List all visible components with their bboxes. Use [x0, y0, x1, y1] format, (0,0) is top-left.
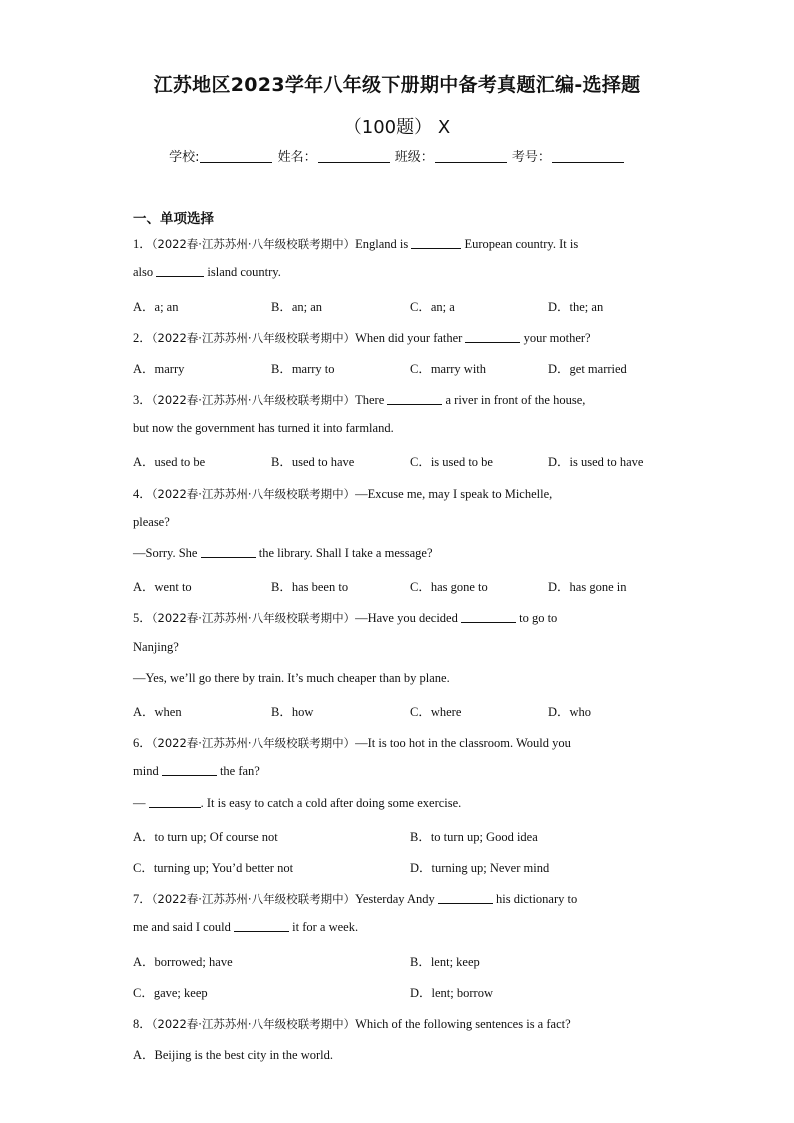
question-source: （2022春·江苏苏州·八年级校联考期中） [151, 736, 356, 750]
question-number: 5． [133, 611, 152, 625]
question-4-option-d[interactable]: D．has gone in [548, 580, 627, 594]
question-1-option-b[interactable]: B．an; an [271, 300, 323, 314]
question-number: 1． [133, 237, 152, 251]
question-1-line-1 [133, 234, 578, 252]
question-1-option-c[interactable]: C．an; a [410, 300, 455, 314]
answer-blank [156, 265, 204, 277]
question-3-option-a[interactable]: A．used to be [133, 455, 206, 469]
question-2-option-c[interactable]: C．marry with [410, 362, 487, 376]
question-7-option-d[interactable]: D．lent; borrow [410, 986, 493, 1000]
page-title: 江苏地区2023学年八年级下册期中备考真题汇编-选择题 [153, 74, 641, 96]
question-1-option-a[interactable]: A．a; an [133, 300, 179, 314]
question-8-option-a[interactable]: A．Beijing is the best city in the world. [133, 1048, 333, 1062]
question-text: also [133, 265, 157, 279]
student-info-row [0, 146, 794, 165]
question-5-option-a[interactable]: A．when [133, 705, 182, 719]
question-source: （2022春·江苏苏州·八年级校联考期中） [151, 892, 356, 906]
question-number: 2． [133, 331, 152, 345]
question-7-option-c[interactable]: C．gave; keep [133, 986, 208, 1000]
question-text: There [355, 393, 388, 407]
question-5-option-c[interactable]: C．where [410, 705, 462, 719]
question-text: a river in front of the house, [442, 393, 586, 407]
question-text: Yesterday Andy [355, 892, 438, 906]
name-label: 姓名： [277, 150, 317, 165]
question-6-line-1 [133, 733, 571, 751]
question-text: —It is too hot in the classroom. Would you [355, 736, 571, 750]
question-5-line-1 [133, 608, 557, 626]
number-field[interactable] [552, 150, 624, 163]
question-3-line-1 [133, 390, 585, 408]
question-number: 4． [133, 487, 152, 501]
question-source: （2022春·江苏苏州·八年级校联考期中） [151, 331, 356, 345]
question-text: me and said I could [133, 920, 235, 934]
question-number: 7． [133, 892, 152, 906]
question-7-option-b[interactable]: B．lent; keep [410, 955, 480, 969]
question-6-option-d[interactable]: D．turning up; Never mind [410, 861, 550, 875]
question-6-option-a[interactable]: A．to turn up; Of course not [133, 830, 278, 844]
section-title: 一、单项选择 [133, 211, 214, 227]
question-text: —Sorry. She [133, 546, 201, 560]
question-7-line-1 [133, 889, 577, 907]
question-2-option-a[interactable]: A．marry [133, 362, 185, 376]
question-number: 3． [133, 393, 152, 407]
question-6-option-b[interactable]: B．to turn up; Good idea [410, 830, 538, 844]
school-label: 学校: [169, 150, 200, 165]
question-2-line-1 [133, 328, 591, 346]
question-3-option-b[interactable]: B．used to have [271, 455, 355, 469]
question-text: your mother? [520, 331, 591, 345]
question-6-line-3 [133, 796, 461, 811]
question-text: European country. It is [461, 237, 579, 251]
class-label: 班级： [394, 150, 434, 165]
question-8-line-1 [133, 1014, 571, 1032]
question-text: it for a week. [289, 920, 359, 934]
question-5-option-d[interactable]: D．who [548, 705, 592, 719]
question-5-option-b[interactable]: B．how [271, 705, 314, 719]
question-text: to go to [515, 611, 558, 625]
question-4-line-2: please? [133, 515, 170, 529]
question-text: —Excuse me, may I speak to Michelle, [355, 487, 553, 501]
answer-blank [461, 611, 516, 623]
question-text: —Have you decided [355, 611, 461, 625]
question-4-option-b[interactable]: B．has been to [271, 580, 349, 594]
question-2-option-b[interactable]: B．marry to [271, 362, 335, 376]
answer-blank [465, 331, 520, 343]
question-text: the library. Shall I take a message? [255, 546, 433, 560]
question-6-option-c[interactable]: C．turning up; You’d better not [133, 861, 294, 875]
question-number: 6． [133, 736, 152, 750]
answer-blank [387, 393, 442, 405]
question-text: When did your father [355, 331, 466, 345]
answer-blank [234, 920, 289, 932]
question-text: his dictionary to [492, 892, 578, 906]
question-number: 8． [133, 1017, 152, 1031]
question-2-option-d[interactable]: D．get married [548, 362, 627, 376]
school-field[interactable] [200, 150, 272, 163]
answer-blank [149, 796, 201, 808]
answer-blank [201, 546, 256, 558]
question-source: （2022春·江苏苏州·八年级校联考期中） [151, 393, 356, 407]
question-3-option-d[interactable]: D．is used to have [548, 455, 644, 469]
question-4-line-3 [133, 546, 433, 561]
question-4-line-1 [133, 484, 552, 502]
question-1-line-2 [133, 265, 281, 280]
page-subtitle: （100题） X [343, 117, 451, 138]
question-source: （2022春·江苏苏州·八年级校联考期中） [151, 611, 356, 625]
class-field[interactable] [435, 150, 507, 163]
question-text: Which of the following sentences is a fact? [355, 1017, 571, 1031]
question-text: England is [355, 237, 412, 251]
question-5-line-2: Nanjing? [133, 640, 179, 654]
question-text: the fan? [216, 764, 260, 778]
answer-blank [411, 237, 461, 249]
answer-blank [162, 764, 217, 776]
question-4-option-a[interactable]: A．went to [133, 580, 192, 594]
question-5-line-3: —Yes, we’ll go there by train. It’s much cheaper than by plane. [133, 671, 450, 685]
question-7-option-a[interactable]: A．borrowed; have [133, 955, 233, 969]
question-text: — [133, 796, 149, 810]
question-source: （2022春·江苏苏州·八年级校联考期中） [151, 1017, 356, 1031]
number-label: 考号： [511, 150, 551, 165]
question-source: （2022春·江苏苏州·八年级校联考期中） [151, 237, 356, 251]
question-text: . It is easy to catch a cold after doing some exercise. [200, 796, 462, 810]
question-1-option-d[interactable]: D．the; an [548, 300, 604, 314]
question-7-line-2 [133, 920, 358, 935]
question-3-line-2: but now the government has turned it into farmland. [133, 421, 394, 435]
question-4-option-c[interactable]: C．has gone to [410, 580, 488, 594]
name-field[interactable] [318, 150, 390, 163]
question-source: （2022春·江苏苏州·八年级校联考期中） [151, 487, 356, 501]
question-text: island country. [204, 265, 281, 279]
question-3-option-c[interactable]: C．is used to be [410, 455, 493, 469]
question-6-line-2 [133, 764, 260, 779]
question-text: mind [133, 764, 162, 778]
answer-blank [438, 892, 493, 904]
